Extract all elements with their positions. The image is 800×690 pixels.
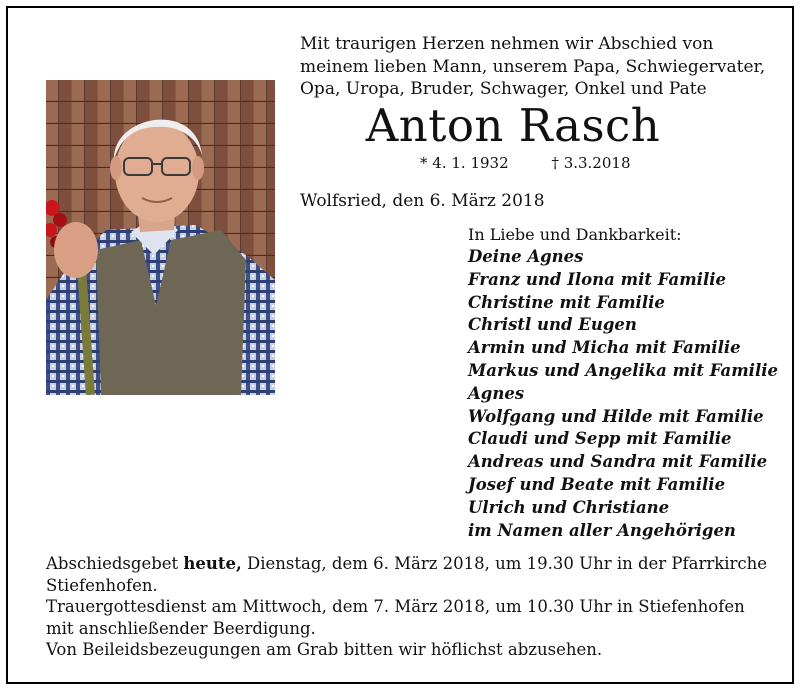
life-dates	[420, 153, 630, 173]
prayer-today: heute,	[183, 554, 242, 573]
list-item: Christl und Eugen	[468, 315, 637, 335]
list-item: Josef und Beate mit Familie	[468, 474, 726, 494]
service-details	[46, 553, 776, 661]
birth-symbol: *	[420, 154, 428, 172]
death-date: 3.3.2018	[563, 154, 631, 172]
list-item: Franz und Ilona mit Familie	[468, 269, 726, 289]
birth-date: 4. 1. 1932	[432, 154, 509, 172]
condolence-note: Von Beileidsbezeugungen am Grab bitten wir höflichst abzusehen.	[46, 640, 603, 659]
deceased-name: Anton Rasch	[365, 99, 661, 152]
intro-text: Mit traurigen Herzen nehmen wir Abschied von meinem lieben Mann, unserem Papa, Schwiegervater, Opa, Uropa, Bruder, Schwager, Onkel und Pate	[300, 34, 766, 99]
list-item: im Namen aller Angehörigen	[468, 520, 736, 540]
list-item: Christine mit Familie	[468, 292, 665, 312]
list-item: Wolfgang und Hilde mit Familie	[468, 406, 764, 426]
list-item: Ulrich und Christiane	[468, 497, 670, 517]
list-item: Markus und Angelika mit Familie	[468, 360, 778, 380]
list-item: Deine Agnes	[468, 247, 584, 266]
list-item: Claudi und Sepp mit Familie	[468, 429, 732, 449]
thanks-line: In Liebe und Dankbarkeit:	[468, 225, 682, 244]
list-item: Andreas und Sandra mit Familie	[468, 452, 768, 472]
place-and-date: Wolfsried, den 6. März 2018	[300, 191, 545, 211]
list-item: Agnes	[468, 383, 525, 403]
mourners-list	[468, 246, 778, 542]
prayer-details: Dienstag, dem 6. März 2018, um 19.30 Uhr in der Pfarrkirche Stiefenhofen.	[46, 554, 768, 595]
funeral-info: Trauergottesdienst am Mittwoch, dem 7. März 2018, um 10.30 Uhr in Stiefenhofen mit anschließender Beerdigung.	[46, 597, 745, 638]
list-item: Armin und Micha mit Familie	[468, 338, 741, 358]
portrait-photo	[46, 80, 275, 395]
prayer-info	[46, 553, 776, 596]
death-symbol: †	[551, 154, 559, 172]
prayer-prefix: Abschiedsgebet	[46, 554, 179, 573]
